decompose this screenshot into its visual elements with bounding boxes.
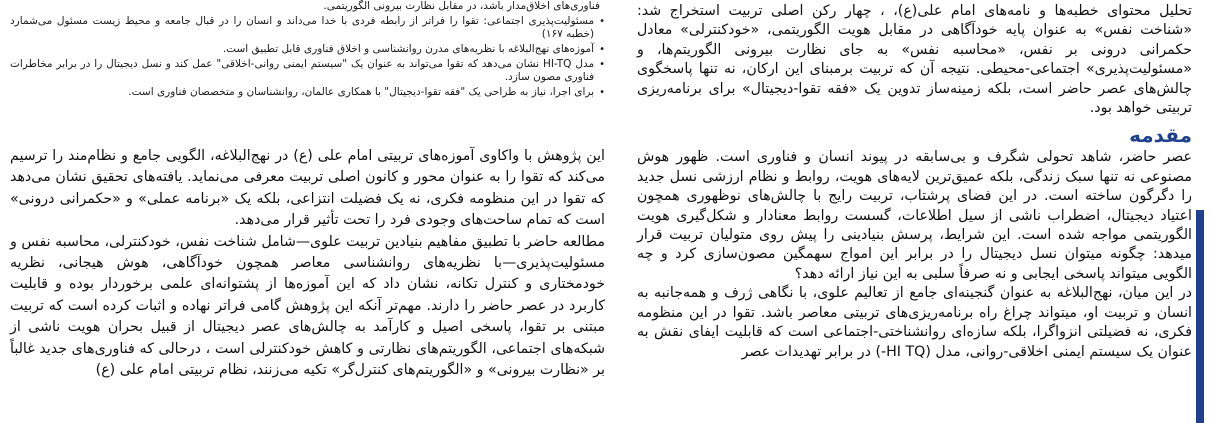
note-text: آموزه‌های نهج‌البلاغه با نظریه‌های مدرن روانشناسی و اخلاق فناوری قابل تطبیق است. [222,43,595,55]
conclusion-paragraph: این پژوهش با واکاوی آموزه‌های تربیتی امام علی (ع) در نهج‌البلاغه، الگویی جامع و نظام‌مند را ترسیم می‌کند که تقوا را به عنوان محور و کانون اصلی تربیت معرفی می‌نماید. یافته‌های تحقیق نشان می‌دهد که تقوا در این منظومه فکری، نه یک فضیلت انتزاعی، بلکه یک «برنامه عملی» و «حکمرانی درونی» است که تمام ساحت‌های وجودی فرد را تحت تأثیر قرار می‌دهد. [10,148,605,229]
notes-list [10,0,605,101]
bullet-icon: • [599,44,605,55]
note-text: برای اجرا، نیاز به طراحی یک "فقه تقوا-دیجیتال" با همکاری عالمان، روانشناسان و متخصصان فناوری است. [128,86,595,98]
note-item [10,43,605,56]
intro-paragraph: عصر حاضر، شاهد تحولی شگرف و بی‌سابقه در پیوند انسان و فناوری است. ظهور هوش مصنوعی نه تنها سبک زندگی، بلکه عمیق‌ترین لایه‌های هویت، روابط و نظام ارزشی نسل جدید را دگرگون ساخته است. در این فضای پرشتاب، تربیت رایج با چالش‌های نوظهوری همچون اعتیاد دیجیتال، اضطراب ناشی از سیل اطلاعات، گسست روابط معنادار و شکل‌گیری هویت الگوریتمی مواجه شده است. این شرایط، پرسش بنیادینی را پیش روی متولیان تربیت قرار میدهد: چگونه میتوان نسل دیجیتال را در برابر این امواج سهمگین مصون‌سازی کرد و چه الگویی میتواند پاسخی ایجابی و نه صرفاً سلبی به این نیاز ارائه دهد؟ [637,149,1192,282]
abstract-paragraph: تحلیل محتوای خطبه‌ها و نامه‌های امام علی(ع)، ، چهار رکن اصلی تربیت استخراج شد: «شناخت نفس» به عنوان پایه خودآگاهی در مقابل هویت الگوریتمی، «خودکنترلی» معادل حکمرانی درونی بر نفس، «محاسبه نفس» به جای نظارت بیرونی الگوریتم‌ها، و «مسئولیت‌پذیری» اجتماعی-محیطی. نتیجه آن که تربیت برمبنای این ارکان، نه تنها پاسخگوی چالش‌های عصر حاضر است، بلکه زمینه‌ساز تدوین یک «فقه تقوا-دیجیتال» برای برنامه‌ریزی تربیتی خواهد بود. [637,3,1192,117]
note-item [10,0,605,13]
note-text: مدل HI-TQ نشان می‌دهد که تقوا می‌تواند به عنوان یک "سیستم ایمنی روانی-اخلاقی" عمل کند و نسل دیجیتال را در برابر مخاطرات فناوری مصون سازد. [10,58,595,83]
note-item [10,58,605,84]
intro-paragraph: در این میان، نهج‌البلاغه به عنوان گنجینه‌ای جامع از تعالیم علوی، با نگاهی ژرف و همه‌جانبه به انسان و تربیت او، میتواند چراغ راه برنامه‌ریزی‌های تربیتی معاصر باشد. تقوا در این منظومه فکری، نه فضیلتی انزواگرا، بلکه سازه‌ای روانشناختی-اجتماعی است که قابلیت ایفای نقش به عنوان یک سیستم ایمنی اخلاقی-روانی، مدل (HI TQ-) در برابر تهدیدات عصر [637,285,1192,360]
right-column [637,0,1192,362]
page-edge-bar [1196,210,1204,423]
conclusion-column [10,146,605,381]
bullet-icon: • [599,87,605,98]
note-item [10,15,605,41]
conclusion-paragraph: مطالعه حاضر با تطبیق مفاهیم بنیادین تربیت علوی—شامل شناخت نفس، خودکنترلی، محاسبه نفس و مسئولیت‌پذیری—با نظریه‌های روانشناسی معاصر همچون خودآگاهی، هوش هیجانی، نظریه خودمختاری و کنترل تکانه، نشان داد که این آموزه‌ها از پشتوانه‌ای علمی برخوردار بوده و قابلیت کاربرد در عصر حاضر را دارند. مهم‌تر آنکه این پژوهش گامی فراتر نهاده و اثبات کرده است که تربیت مبتنی بر تقوا، پاسخی اصیل و کارآمد به چالش‌های عصر دیجیتال از قبیل بحران هویت ناشی از شبکه‌های اجتماعی، الگوریتم‌های نظارتی و کاهش خودکنترلی است ، درحالی که فناوری‌های جدید غالباً بر «نظارت بیرونی» و «الگوریتم‌های کنترل‌گر» تکیه می‌زنند، نظام تربیتی امام علی (ع) [10,233,605,379]
bullet-icon: • [599,16,605,27]
note-text: مسئولیت‌پذیری اجتماعی: تقوا را فراتر از رابطه فردی با خدا می‌داند و انسان را در قبال جامعه و محیط زیست مسئول می‌شمارد (خطبه ۱۶۷) [10,15,595,40]
section-heading: مقدمه [1129,123,1192,148]
note-text: فناوری‌های اخلاق‌مدار باشد، در مقابل نظارت بیرونی الگوریتمی. [323,0,600,12]
bullet-icon: • [599,59,605,70]
note-item [10,86,605,99]
